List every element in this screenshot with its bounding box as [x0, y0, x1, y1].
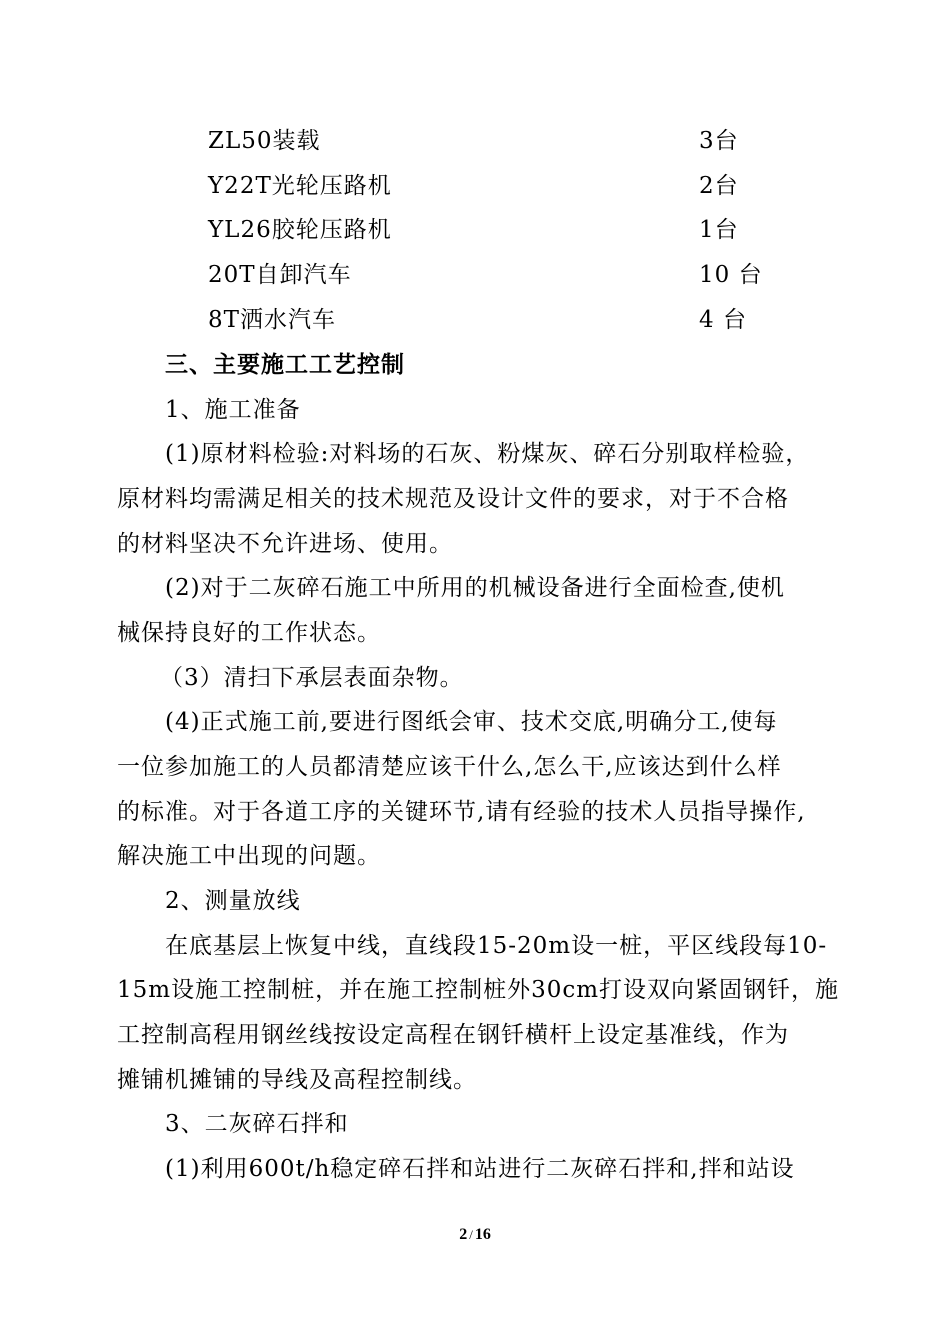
paragraph-line: 一位参加施工的人员都清楚应该干什么,怎么干,应该达到什么样: [117, 754, 782, 780]
equipment-qty: 10 台: [699, 262, 763, 288]
paragraph-line: 15m设施工控制桩，并在施工控制桩外30cm打设双向紧固钢钎，施: [117, 977, 840, 1003]
equipment-qty: 2台: [699, 173, 739, 199]
page-total: 16: [474, 1226, 491, 1243]
subheading-survey: 2、测量放线: [165, 888, 301, 914]
equipment-qty: 3台: [699, 128, 739, 154]
paragraph-line: （3）清扫下承层表面杂物。: [160, 665, 464, 691]
paragraph-line: 的材料坚决不允许进场、使用。: [117, 531, 453, 557]
page-current: 2: [459, 1226, 468, 1243]
equipment-name: ZL50装载: [208, 128, 321, 154]
equipment-name: 20T自卸汽车: [208, 262, 352, 288]
equipment-name: YL26胶轮压路机: [208, 217, 392, 243]
page-separator: /: [469, 1227, 473, 1242]
paragraph-line: 摊铺机摊铺的导线及高程控制线。: [117, 1067, 477, 1093]
equipment-qty: 4 台: [699, 307, 747, 333]
paragraph-line: (1)利用600t/h稳定碎石拌和站进行二灰碎石拌和,拌和站设: [165, 1156, 795, 1182]
equipment-name: Y22T光轮压路机: [208, 173, 392, 199]
paragraph-line: 的标准。对于各道工序的关键环节,请有经验的技术人员指导操作,: [117, 799, 806, 825]
section-heading: 三、主要施工工艺控制: [165, 352, 405, 378]
equipment-qty: 1台: [699, 217, 739, 243]
paragraph-line: 工控制高程用钢丝线按设定高程在钢钎横杆上设定基准线，作为: [117, 1022, 789, 1048]
page-number: [0, 1226, 950, 1244]
equipment-name: 8T洒水汽车: [208, 307, 336, 333]
subheading-preparation: 1、施工准备: [165, 397, 301, 423]
subheading-mixing: 3、二灰碎石拌和: [165, 1111, 349, 1137]
paragraph-line: 解决施工中出现的问题。: [117, 843, 381, 869]
paragraph-line: 原材料均需满足相关的技术规范及设计文件的要求，对于不合格: [117, 486, 789, 512]
paragraph-line: 械保持良好的工作状态。: [117, 620, 381, 646]
paragraph-line: 在底基层上恢复中线，直线段15-20m设一桩，平区线段每10-: [165, 933, 828, 959]
paragraph-line: (1)原材料检验:对料场的石灰、粉煤灰、碎石分别取样检验，: [165, 441, 810, 467]
paragraph-line: (2)对于二灰碎石施工中所用的机械设备进行全面检查,使机: [165, 575, 785, 601]
paragraph-line: (4)正式施工前,要进行图纸会审、技术交底,明确分工,使每: [165, 709, 778, 735]
